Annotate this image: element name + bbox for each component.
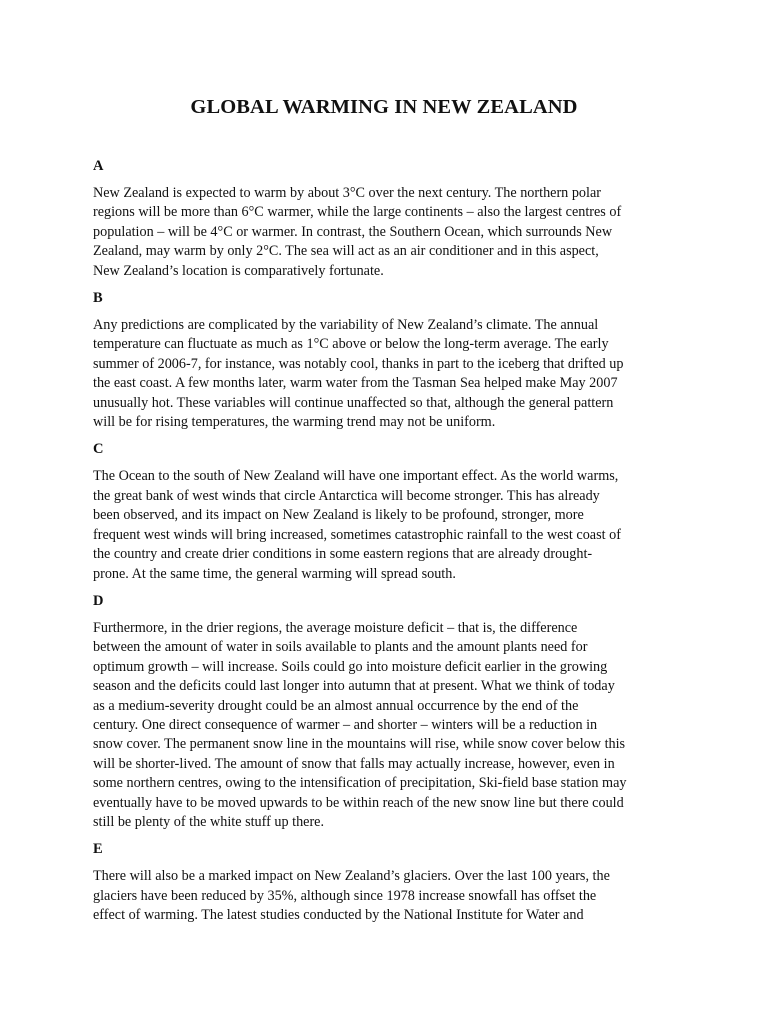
- section-paragraph: [93, 467, 653, 583]
- paragraph-line: the great bank of west winds that circle Antarctica will become stronger. This has already: [93, 487, 600, 504]
- paragraph-line: prone. At the same time, the general warming will spread south.: [93, 565, 456, 582]
- paragraph-line: the east coast. A few months later, warm water from the Tasman Sea helped make May 2007: [93, 375, 618, 392]
- section-letter: D: [93, 592, 104, 609]
- section-letter: C: [93, 441, 104, 458]
- paragraph-line: between the amount of water in soils available to plants and the amount plants need for: [93, 639, 588, 656]
- paragraph-line: the country and create drier conditions in some eastern regions that are already drought-: [93, 546, 593, 563]
- section-a: [93, 156, 653, 281]
- paragraph-line: Zealand, may warm by only 2°C. The sea will act as an air conditioner and in this aspect,: [93, 243, 599, 260]
- paragraph-line: effect of warming. The latest studies conducted by the National Institute for Water and: [93, 907, 584, 924]
- paragraph-line: summer of 2006-7, for instance, was notably cool, thanks in part to the iceberg that drifted up: [93, 355, 624, 372]
- paragraph-line: There will also be a marked impact on New Zealand’s glaciers. Over the last 100 years, the: [93, 868, 610, 885]
- paragraph-line: unusually hot. These variables will continue unaffected so that, although the general pattern: [93, 394, 614, 411]
- paragraph-line: Furthermore, in the drier regions, the average moisture deficit – that is, the difference: [93, 619, 578, 636]
- paragraph-line: glaciers have been reduced by 35%, although since 1978 increase snowfall has offset the: [93, 887, 597, 904]
- paragraph-line: will be shorter-lived. The amount of snow that falls may actually increase, however, even in: [93, 755, 615, 772]
- paragraph-line: some northern centres, owing to the intensification of precipitation, Ski-field base station may: [93, 775, 627, 792]
- paragraph-line: been observed, and its impact on New Zealand is likely to be profound, stronger, more: [93, 507, 584, 524]
- paragraph-line: will be for rising temperatures, the warming trend may not be uniform.: [93, 414, 496, 431]
- section-paragraph: [93, 619, 653, 832]
- section-paragraph: [93, 867, 653, 925]
- paragraph-line: frequent west winds will bring increased, sometimes catastrophic rainfall to the west coast of: [93, 526, 621, 543]
- paragraph-line: Any predictions are complicated by the variability of New Zealand’s climate. The annual: [93, 317, 599, 334]
- document-body: [93, 156, 653, 933]
- paragraph-line: still be plenty of the white stuff up there.: [93, 813, 325, 830]
- paragraph-line: as a medium-severity drought could be an almost annual occurrence by the end of the: [93, 697, 579, 714]
- section-letter: E: [93, 841, 103, 858]
- paragraph-line: New Zealand’s location is comparatively fortunate.: [93, 262, 384, 279]
- section-d: [93, 591, 653, 832]
- section-c: [93, 439, 653, 583]
- paragraph-line: temperature can fluctuate as much as 1°C above or below the long-term average. The early: [93, 336, 609, 353]
- document-title: GLOBAL WARMING IN NEW ZEALAND: [190, 96, 578, 118]
- paragraph-line: season and the deficits could last longer into autumn that at present. What we think of today: [93, 678, 615, 695]
- section-paragraph: [93, 316, 653, 432]
- paragraph-line: century. One direct consequence of warmer – and shorter – winters will be a reduction in: [93, 716, 598, 733]
- paragraph-line: The Ocean to the south of New Zealand will have one important effect. As the world warms,: [93, 468, 619, 485]
- section-e: [93, 839, 653, 925]
- section-letter: A: [93, 158, 104, 174]
- paragraph-line: snow cover. The permanent snow line in the mountains will rise, while snow cover below this: [93, 736, 626, 753]
- section-paragraph: [93, 184, 653, 281]
- section-b: [93, 288, 653, 432]
- paragraph-line: eventually have to be moved upwards to be within reach of the new snow line but there could: [93, 794, 624, 811]
- paragraph-line: New Zealand is expected to warm by about 3°C over the next century. The northern polar: [93, 185, 601, 201]
- paragraph-line: regions will be more than 6°C warmer, while the large continents – also the largest centres of: [93, 204, 622, 221]
- section-letter: B: [93, 290, 103, 307]
- paragraph-line: population – will be 4°C or warmer. In contrast, the Southern Ocean, which surrounds New: [93, 223, 613, 240]
- paragraph-line: optimum growth – will increase. Soils could go into moisture deficit earlier in the growing: [93, 658, 608, 675]
